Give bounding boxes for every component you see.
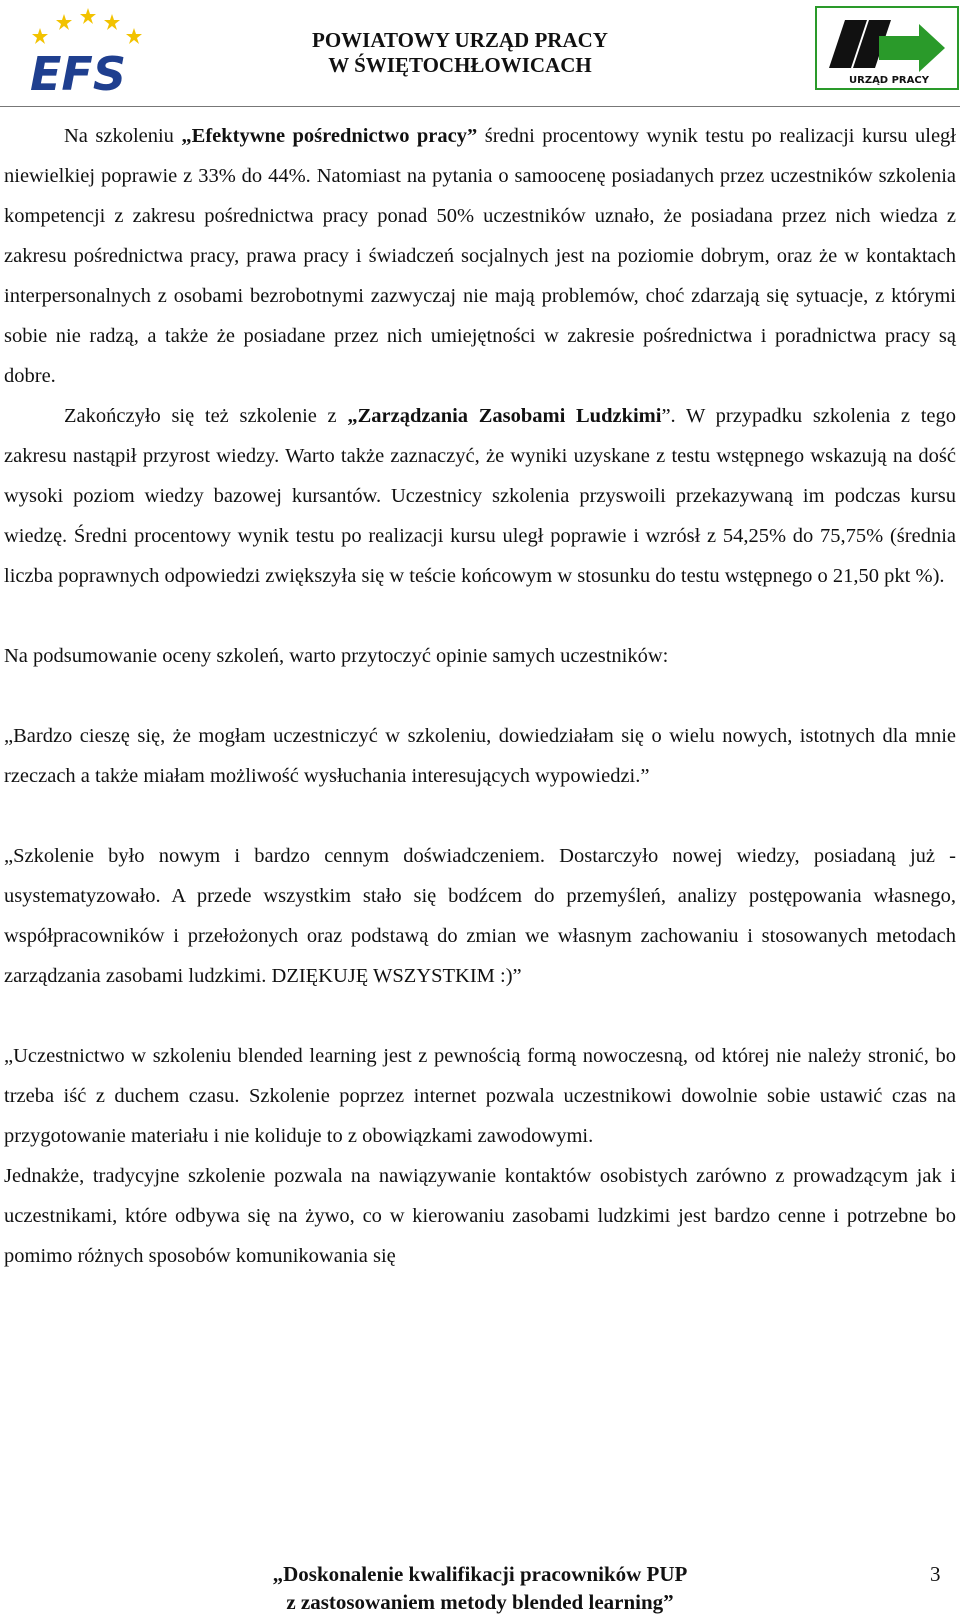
document-body bbox=[4, 116, 956, 1276]
org-name-line1: POWIATOWY URZĄD PRACY bbox=[312, 28, 608, 52]
participant-quote-3-continued: Jednakże, tradycyjne szkolenie pozwala na nawiązywanie kontaktów osobistych zarówno z prowadzącym jak i uczestnikami, które odbywa się na żywo, co w kierowaniu zasobami ludzkimi jest bardzo cenne i potrzebne bo pomimo różnych sposobów komunikowania się bbox=[4, 1165, 956, 1267]
p1-text-after: średni procentowy wynik testu po realizacji kursu uległ niewielkiej poprawie z 33% do 44%. Natomiast na pytania o samoocenę posiadanych przez uczestników szkolenia kompetencji z zakresu pośrednictwa pracy ponad 50% uczestników uznało, że posiadana przez nich wiedza z zakresu pośrednictwa pracy, prawa pracy i świadczeń socjalnych jest na poziomie dobrym, oraz że w kontaktach interpersonalnych z osobami bezrobotnymi zazwyczaj nie mają problemów, choć zdarzają się sytuacje, z którymi sobie nie radzą, a także że posiadane przez nich umiejętności w zakresie pośrednictwa i poradnictwa pracy są dobre. bbox=[4, 125, 956, 387]
project-title bbox=[200, 1560, 760, 1616]
p1-text-before: Na szkoleniu bbox=[64, 125, 182, 147]
participant-quote-2: „Szkolenie było nowym i bardzo cennym doświadczeniem. Dostarczyło nowej wiedzy, posiadaną już - usystematyzowało. A przede wszystkim stało się bodźcem do przemyśleń, analizy postępowania własnego, współpracowników i przełożonych oraz podstawą do zmian we własnym zachowaniu i stosowanych metodach zarządzania zasobami ludzkimi. DZIĘKUJĘ WSZYSTKIM :)” bbox=[4, 845, 956, 987]
pup-logo-text: URZĄD PRACY bbox=[849, 75, 929, 86]
spacer bbox=[4, 996, 956, 1036]
participant-quote-3: „Uczestnictwo w szkoleniu blended learning jest z pewnością formą nowoczesną, od której nie należy stronić, bo trzeba iść z duchem czasu. Szkolenie poprzez internet pozwala uczestnikowi dowolnie sobie ustawić czas na przygotowanie materiału i nie koliduje to z obowiązkami zawodowymi. bbox=[4, 1045, 956, 1147]
paragraph-zarzadzanie-zasobami bbox=[4, 396, 956, 596]
spacer bbox=[4, 796, 956, 836]
header-divider bbox=[0, 106, 960, 107]
efs-logo-text: EFS bbox=[30, 47, 126, 98]
org-name-line2: W ŚWIĘTOCHŁOWICACH bbox=[328, 53, 592, 77]
paragraph-summary-intro: Na podsumowanie oceny szkoleń, warto przytoczyć opinie samych uczestników: bbox=[4, 645, 669, 667]
urzad-pracy-logo bbox=[815, 6, 959, 90]
p2-text-before: Zakończyło się też szkolenie z bbox=[64, 405, 348, 427]
paragraph-efektywne-posrednictwo bbox=[4, 116, 956, 396]
page-footer bbox=[0, 1560, 960, 1617]
spacer bbox=[4, 676, 956, 716]
p2-text-after: ”. W przypadku szkolenia z tego zakresu nastąpił przyrost wiedzy. Warto także zaznaczyć, że wyniki uzyskane z testu wstępnego wskazują na dość wysoki poziom wiedzy bazowej kursantów. Uczestnicy szkolenia przyswoili przekazywaną im podczas kursu wiedzę. Średni procentowy wynik testu po realizacji kursu uległ poprawie i wzrósł z 54,25% do 75,75% (średnia liczba poprawnych odpowiedzi zwiększyła się w teście końcowym w stosunku do testu wstępnego o 21,50 pkt %). bbox=[4, 405, 956, 587]
spacer bbox=[4, 596, 956, 636]
organization-name bbox=[250, 28, 670, 78]
page-header bbox=[0, 0, 960, 110]
project-title-line2: z zastosowaniem metody blended learning” bbox=[286, 1590, 674, 1614]
training-name-zarzadzanie: „Zarządzania Zasobami Ludzkimi bbox=[347, 405, 662, 427]
training-name-posrednictwo: „Efektywne pośrednictwo pracy” bbox=[181, 125, 478, 147]
participant-quote-1: „Bardzo cieszę się, że mogłam uczestniczyć w szkoleniu, dowiedziałam się o wielu nowych, istotnych dla mnie rzeczach a także miałam możliwość wysłuchania interesujących wypowiedzi.” bbox=[4, 725, 956, 787]
efs-logo bbox=[22, 6, 152, 98]
page-number: 3 bbox=[930, 1562, 941, 1586]
project-title-line1: „Doskonalenie kwalifikacji pracowników PUP bbox=[272, 1562, 688, 1586]
